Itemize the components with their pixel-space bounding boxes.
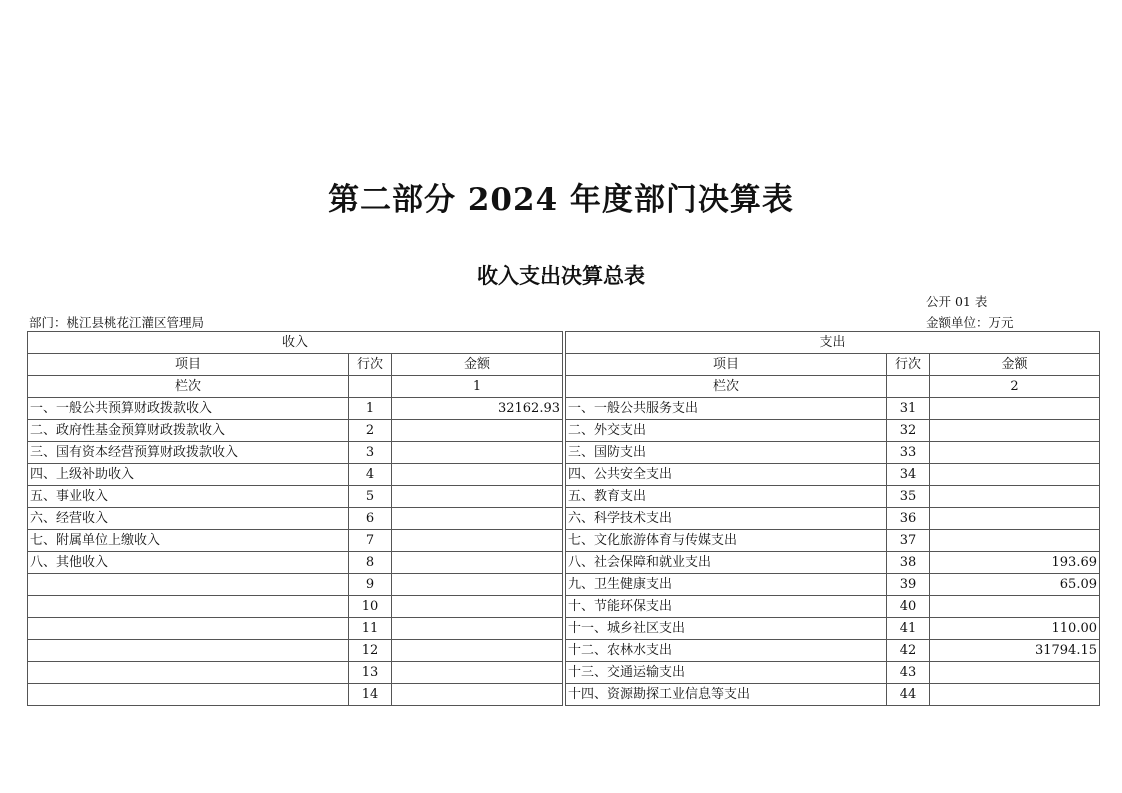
table-row xyxy=(28,574,1100,596)
expense-item-header: 项目 xyxy=(566,354,887,376)
department-label: 部门：桃江县桃花江灌区管理局 xyxy=(29,315,205,330)
expense-item-cell: 十一、城乡社区支出 xyxy=(566,618,887,640)
income-row-no-cell: 7 xyxy=(349,530,392,552)
expense-item-cell: 一、一般公共服务支出 xyxy=(566,398,887,420)
expense-row-no-header: 行次 xyxy=(887,354,930,376)
income-row-no-cell: 6 xyxy=(349,508,392,530)
income-item-header: 项目 xyxy=(28,354,349,376)
income-amount-cell xyxy=(392,464,563,486)
form-number: 公开 01 表 xyxy=(926,294,988,309)
expense-row-no-cell: 41 xyxy=(887,618,930,640)
income-item-cell: 三、国有资本经营预算财政拨款收入 xyxy=(28,442,349,464)
income-item-cell xyxy=(28,684,349,706)
section-header-row xyxy=(28,332,1100,354)
income-row-no-cell: 1 xyxy=(349,398,392,420)
table-row xyxy=(28,596,1100,618)
expense-column-label: 栏次 xyxy=(566,376,887,398)
expense-amount-cell xyxy=(930,464,1100,486)
table-title: 收入支出决算总表 xyxy=(477,263,645,288)
expense-amount-cell: 31794.15 xyxy=(930,640,1100,662)
expense-amount-cell xyxy=(930,398,1100,420)
income-item-cell: 四、上级补助收入 xyxy=(28,464,349,486)
income-item-cell: 二、政府性基金预算财政拨款收入 xyxy=(28,420,349,442)
income-row-no-cell: 10 xyxy=(349,596,392,618)
income-amount-cell xyxy=(392,662,563,684)
table-row xyxy=(28,530,1100,552)
income-amount-cell xyxy=(392,640,563,662)
income-item-cell xyxy=(28,640,349,662)
expense-row-no-cell: 44 xyxy=(887,684,930,706)
income-row-no-cell: 14 xyxy=(349,684,392,706)
income-item-cell: 八、其他收入 xyxy=(28,552,349,574)
income-row-no-cell: 3 xyxy=(349,442,392,464)
expense-amount-cell xyxy=(930,684,1100,706)
income-row-no-cell: 12 xyxy=(349,640,392,662)
expense-item-cell: 十三、交通运输支出 xyxy=(566,662,887,684)
income-row-no-header: 行次 xyxy=(349,354,392,376)
table-row xyxy=(28,662,1100,684)
expense-amount-cell xyxy=(930,530,1100,552)
expense-row-no-cell: 31 xyxy=(887,398,930,420)
column-header-row xyxy=(28,354,1100,376)
income-section-header: 收入 xyxy=(28,332,563,354)
expense-amount-cell xyxy=(930,486,1100,508)
income-item-cell: 五、事业收入 xyxy=(28,486,349,508)
expense-row-no-cell: 32 xyxy=(887,420,930,442)
expense-amount-cell xyxy=(930,662,1100,684)
income-amount-cell xyxy=(392,684,563,706)
table-row xyxy=(28,684,1100,706)
expense-row-no-cell: 35 xyxy=(887,486,930,508)
table-row xyxy=(28,464,1100,486)
income-row-no-cell: 2 xyxy=(349,420,392,442)
expense-item-cell: 九、卫生健康支出 xyxy=(566,574,887,596)
income-item-cell: 六、经营收入 xyxy=(28,508,349,530)
table-row xyxy=(28,486,1100,508)
income-amount-cell xyxy=(392,530,563,552)
income-amount-cell xyxy=(392,508,563,530)
expense-amount-cell xyxy=(930,596,1100,618)
income-row-no-cell: 11 xyxy=(349,618,392,640)
expense-item-cell: 四、公共安全支出 xyxy=(566,464,887,486)
income-amount-cell xyxy=(392,442,563,464)
expense-row-no-cell: 36 xyxy=(887,508,930,530)
table-row xyxy=(28,552,1100,574)
expense-column-index: 2 xyxy=(930,376,1100,398)
income-expense-table xyxy=(27,331,1100,706)
income-item-cell xyxy=(28,618,349,640)
income-amount-cell xyxy=(392,420,563,442)
income-item-cell: 一、一般公共预算财政拨款收入 xyxy=(28,398,349,420)
expense-item-cell: 三、国防支出 xyxy=(566,442,887,464)
income-row-no-cell: 8 xyxy=(349,552,392,574)
expense-row-no-cell: 37 xyxy=(887,530,930,552)
expense-amount-cell xyxy=(930,420,1100,442)
income-amount-cell xyxy=(392,552,563,574)
expense-item-cell: 十二、农林水支出 xyxy=(566,640,887,662)
expense-item-cell: 六、科学技术支出 xyxy=(566,508,887,530)
expense-amount-cell: 193.69 xyxy=(930,552,1100,574)
income-item-cell: 七、附属单位上缴收入 xyxy=(28,530,349,552)
expense-amount-header: 金额 xyxy=(930,354,1100,376)
table-row xyxy=(28,398,1100,420)
expense-row-no-cell: 33 xyxy=(887,442,930,464)
income-amount-cell: 32162.93 xyxy=(392,398,563,420)
amount-unit-label: 金额单位：万元 xyxy=(926,315,1014,330)
income-item-cell xyxy=(28,574,349,596)
expense-item-cell: 八、社会保障和就业支出 xyxy=(566,552,887,574)
expense-row-no-cell: 42 xyxy=(887,640,930,662)
expense-row-no-cell: 38 xyxy=(887,552,930,574)
document-title: 第二部分 2024 年度部门决算表 xyxy=(328,182,794,218)
column-index-row xyxy=(28,376,1100,398)
income-item-cell xyxy=(28,596,349,618)
income-amount-cell xyxy=(392,574,563,596)
income-amount-header: 金额 xyxy=(392,354,563,376)
expense-item-cell: 二、外交支出 xyxy=(566,420,887,442)
table-row xyxy=(28,442,1100,464)
table-row xyxy=(28,640,1100,662)
expense-amount-cell xyxy=(930,508,1100,530)
income-column-label: 栏次 xyxy=(28,376,349,398)
income-item-cell xyxy=(28,662,349,684)
expense-section-header: 支出 xyxy=(566,332,1100,354)
income-row-no-cell: 4 xyxy=(349,464,392,486)
expense-item-cell: 七、文化旅游体育与传媒支出 xyxy=(566,530,887,552)
table-row xyxy=(28,508,1100,530)
table-row xyxy=(28,618,1100,640)
income-amount-cell xyxy=(392,486,563,508)
expense-item-cell: 十、节能环保支出 xyxy=(566,596,887,618)
income-amount-cell xyxy=(392,596,563,618)
income-row-no-cell: 9 xyxy=(349,574,392,596)
expense-amount-cell xyxy=(930,442,1100,464)
income-row-no-cell: 5 xyxy=(349,486,392,508)
expense-row-no-cell: 40 xyxy=(887,596,930,618)
expense-item-cell: 十四、资源勘探工业信息等支出 xyxy=(566,684,887,706)
table-row xyxy=(28,420,1100,442)
income-amount-cell xyxy=(392,618,563,640)
income-column-index: 1 xyxy=(392,376,563,398)
expense-amount-cell: 65.09 xyxy=(930,574,1100,596)
expense-row-no-cell: 43 xyxy=(887,662,930,684)
expense-row-no-cell: 34 xyxy=(887,464,930,486)
expense-amount-cell: 110.00 xyxy=(930,618,1100,640)
expense-item-cell: 五、教育支出 xyxy=(566,486,887,508)
expense-row-no-cell: 39 xyxy=(887,574,930,596)
income-row-no-cell: 13 xyxy=(349,662,392,684)
